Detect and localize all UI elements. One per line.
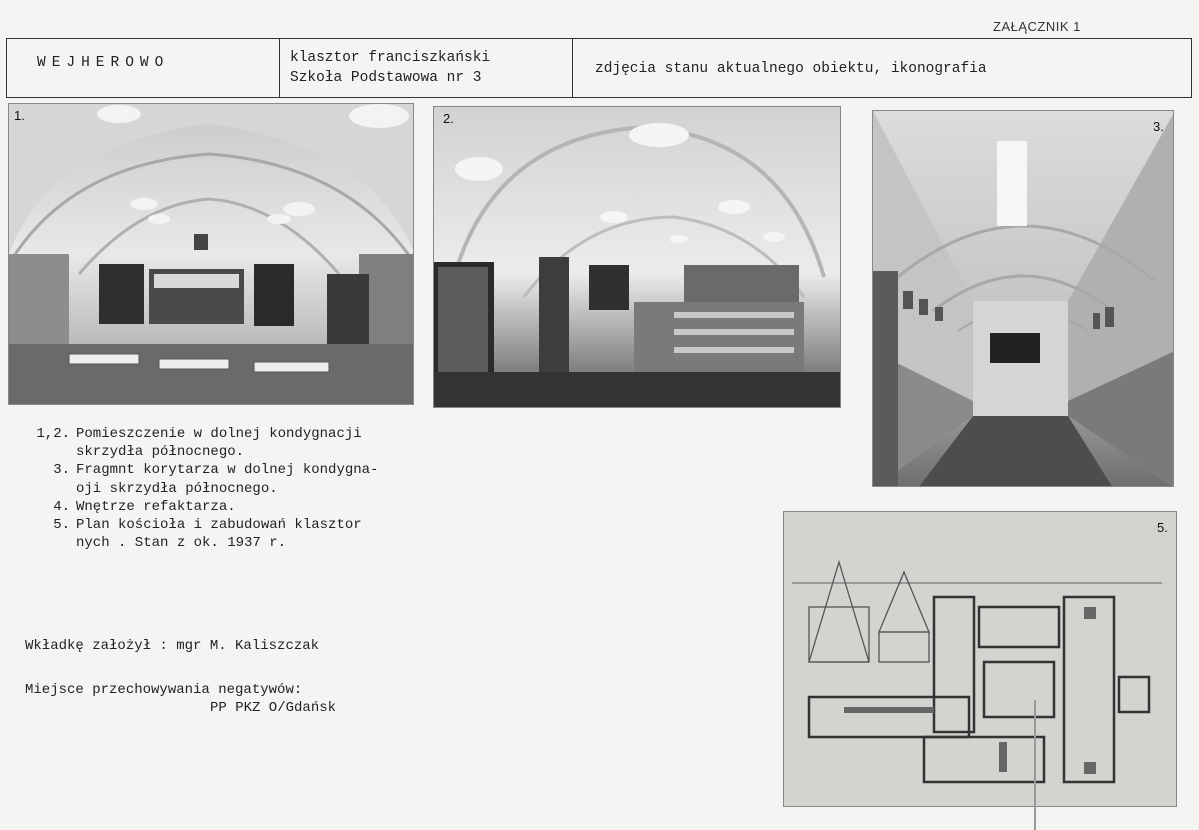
caption-line: Plan kościoła i zabudowań klasztor (76, 517, 362, 534)
caption-item (28, 461, 378, 497)
object-name (280, 39, 573, 97)
caption-line: oji skrzydła północnego. (76, 480, 278, 497)
caption-line: Fragmnt korytarza w dolnej kondygna- (76, 462, 379, 479)
fold-line (1034, 700, 1036, 830)
photo-5-number: 5. (1157, 520, 1168, 535)
annex-label: ZAŁĄCZNIK 1 (993, 19, 1081, 34)
photo-5-image (784, 512, 1177, 807)
caption-item (28, 516, 378, 552)
caption-number: 3. (53, 462, 70, 479)
storage-value: PP PKZ O/Gdańsk (210, 700, 337, 716)
photo-2 (433, 106, 841, 408)
town-name: WEJHEROWO (7, 39, 280, 97)
caption-number: 1,2. (36, 426, 70, 442)
photo-1 (8, 103, 414, 405)
caption-line: Wnętrze refaktarza. (76, 498, 236, 515)
caption-number: 5. (53, 517, 70, 534)
photo-2-number: 2. (443, 111, 454, 126)
photo-5 (783, 511, 1177, 807)
object-line-2: Szkoła Podstawowa nr 3 (290, 70, 482, 86)
photo-1-number: 1. (14, 108, 25, 123)
document-description: zdjęcia stanu aktualnego obiektu, ikonografia (595, 61, 987, 77)
photo-1-image (9, 104, 414, 405)
photo-3-number: 3. (1153, 119, 1164, 134)
caption-line: nych . Stan z ok. 1937 r. (76, 535, 287, 552)
caption-item (28, 425, 378, 461)
storage-label: Miejsce przechowywania negatywów: (25, 682, 303, 698)
caption-list (28, 425, 378, 552)
caption-number: 4. (53, 498, 70, 515)
photo-3 (872, 110, 1174, 487)
photo-3-image (873, 111, 1174, 487)
header-table (6, 38, 1192, 98)
caption-line: Pomieszczenie w dolnej kondygnacji (76, 426, 362, 442)
founder-note: Wkładkę założył : mgr M. Kaliszczak (25, 638, 320, 654)
caption-line: skrzydła północnego. (76, 444, 245, 461)
photo-2-image (434, 107, 841, 408)
caption-item (28, 498, 378, 516)
object-line-1: klasztor franciszkański (290, 50, 491, 66)
